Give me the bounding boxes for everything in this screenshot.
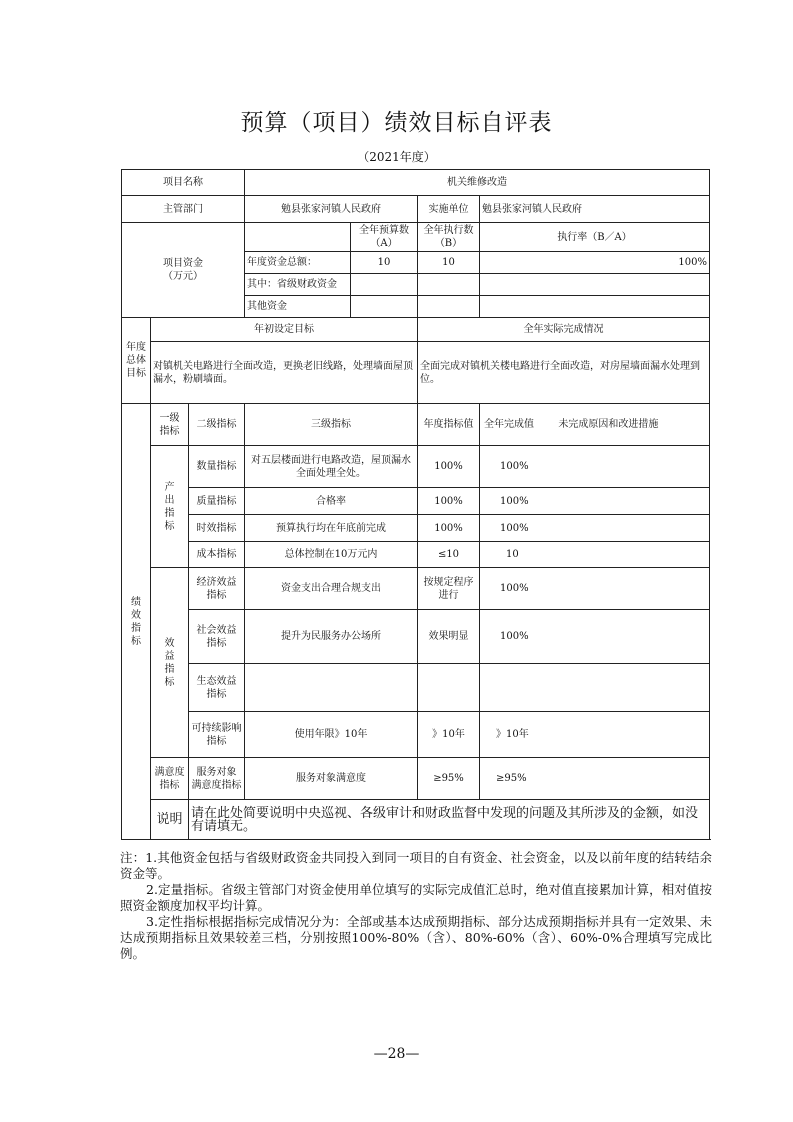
funds-header-blank xyxy=(245,223,351,252)
benefit-l2: 社会效益 指标 xyxy=(189,610,245,664)
footnote-1: 注：1.其他资金包括与省级财政资金共同投入到同一项目的自有资金、社会资金，以及以前年度的结转结余资金等。 xyxy=(120,850,712,881)
output-target: ≤10 xyxy=(418,542,480,568)
benefit-target: 效果明显 xyxy=(418,610,480,664)
provincial-execution-cell xyxy=(418,274,480,296)
explanation-label: 说明 xyxy=(151,800,189,840)
benefit-l2: 可持续影响 指标 xyxy=(189,712,245,758)
annual-actual-header: 全年完成值 xyxy=(484,419,534,430)
goal-set-text: 对镇机关电路进行全面改造，更换老旧线路，处理墙面屋顶漏水，粉刷墙面。 xyxy=(151,342,418,404)
benefit-actual: 100% xyxy=(480,610,710,664)
output-l2: 数量指标 xyxy=(189,446,245,488)
benefit-indicators-label: 效 益 指 标 xyxy=(151,568,189,758)
execution-rate-header: 执行率（B／A） xyxy=(480,223,710,252)
benefit-l3 xyxy=(245,664,418,712)
output-actual: 100% xyxy=(480,488,710,515)
footnote-3: 3.定性指标根据指标完成情况分为：全部或基本达成预期指标、部分达成预期指标并具有一定效果、未达成预期指标且效果较差三档，分别按照100%-80%（含）、80%-60%（含）、60%-0%合理填写完成比例。 xyxy=(120,914,712,961)
other-funds-label: 其他资金 xyxy=(245,296,351,318)
funds-label xyxy=(122,223,245,318)
output-l3: 总体控制在10万元内 xyxy=(245,542,418,568)
provincial-rate-cell xyxy=(480,274,710,296)
explanation-text: 请在此处简要说明中央巡视、各级审计和财政监督中发现的问题及其所涉及的金额，如没有请填无。 xyxy=(189,800,710,840)
satisfaction-actual: ≥95% xyxy=(480,758,710,800)
page-number: —28— xyxy=(373,1046,420,1062)
benefit-l2: 经济效益 指标 xyxy=(189,568,245,610)
benefit-l2: 生态效益 指标 xyxy=(189,664,245,712)
output-l3: 合格率 xyxy=(245,488,418,515)
footnote-2: 2.定量指标。省级主管部门对资金使用单位填写的实际完成值汇总时，绝对值直接累加计算，相对值按照资金额度加权平均计算。 xyxy=(120,882,712,913)
benefit-target xyxy=(418,664,480,712)
provincial-funds-label: 其中：省级财政资金 xyxy=(245,274,351,296)
output-target: 100% xyxy=(418,515,480,542)
output-l2: 时效指标 xyxy=(189,515,245,542)
annual-actual-and-reason-header xyxy=(480,404,710,446)
supervisor-value: 勉县张家河镇人民政府 xyxy=(245,196,418,223)
implementer-label: 实施单位 xyxy=(418,196,480,223)
document-title: 预算（项目）绩效目标自评表 xyxy=(240,110,553,136)
implementer-value: 勉县张家河镇人民政府 xyxy=(480,196,710,223)
total-funds-label: 年度资金总额： xyxy=(245,252,351,274)
output-l2: 成本指标 xyxy=(189,542,245,568)
satisfaction-target: ≥95% xyxy=(418,758,480,800)
supervisor-label: 主管部门 xyxy=(122,196,245,223)
benefit-l3: 资金支出合理合规支出 xyxy=(245,568,418,610)
satisfaction-indicators-label: 满意度 指标 xyxy=(151,758,189,800)
benefit-actual: 100% xyxy=(480,568,710,610)
output-actual: 10 xyxy=(480,542,710,568)
benefit-target: 》10年 xyxy=(418,712,480,758)
other-rate-cell xyxy=(480,296,710,318)
benefit-target: 按规定程序 进行 xyxy=(418,568,480,610)
satisfaction-l3: 服务对象满意度 xyxy=(245,758,418,800)
level1-header: 一级 指标 xyxy=(151,404,189,446)
annual-target-header: 年度指标值 xyxy=(418,404,480,446)
output-l3: 预算执行均在年底前完成 xyxy=(245,515,418,542)
benefit-l3: 使用年限》10年 xyxy=(245,712,418,758)
goal-set-header: 年初设定目标 xyxy=(151,318,418,342)
output-indicators-label: 产 出 指 标 xyxy=(151,446,189,568)
level2-header: 二级指标 xyxy=(189,404,245,446)
performance-table xyxy=(121,169,710,840)
annual-budget-header: 全年预算数 （A） xyxy=(351,223,418,252)
output-actual: 100% xyxy=(480,515,710,542)
project-name-label: 项目名称 xyxy=(122,170,245,196)
project-name-value: 机关维修改造 xyxy=(245,170,710,196)
other-execution-cell xyxy=(418,296,480,318)
satisfaction-l2: 服务对象 满意度指标 xyxy=(189,758,245,800)
output-actual: 100% xyxy=(480,446,710,488)
output-target: 100% xyxy=(418,446,480,488)
output-l2: 质量指标 xyxy=(189,488,245,515)
document-year: （2021年度） xyxy=(357,150,436,164)
overall-goal-label: 年度 总体 目标 xyxy=(122,318,151,404)
footnotes xyxy=(120,850,712,962)
benefit-actual xyxy=(480,664,710,712)
funds-label-text: 项目资金 （万元） xyxy=(163,258,203,282)
benefit-actual: 》10年 xyxy=(480,712,710,758)
total-budget-value: 10 xyxy=(351,252,418,274)
reason-header: 未完成原因和改进措施 xyxy=(558,419,659,430)
total-rate-value: 100% xyxy=(480,252,710,274)
output-l3: 对五层楼面进行电路改造，屋顶漏水全面处理全处。 xyxy=(245,446,418,488)
total-execution-value: 10 xyxy=(418,252,480,274)
benefit-l3: 提升为民服务办公场所 xyxy=(245,610,418,664)
performance-indicators-label: 绩 效 指 标 xyxy=(122,404,151,840)
other-budget-cell xyxy=(351,296,418,318)
output-target: 100% xyxy=(418,488,480,515)
goal-actual-header: 全年实际完成情况 xyxy=(418,318,710,342)
level3-header: 三级指标 xyxy=(245,404,418,446)
provincial-budget-cell xyxy=(351,274,418,296)
goal-actual-text: 全面完成对镇机关楼电路进行全面改造，对房屋墙面漏水处理到位。 xyxy=(418,342,710,404)
annual-execution-header: 全年执行数（B） xyxy=(418,223,480,252)
